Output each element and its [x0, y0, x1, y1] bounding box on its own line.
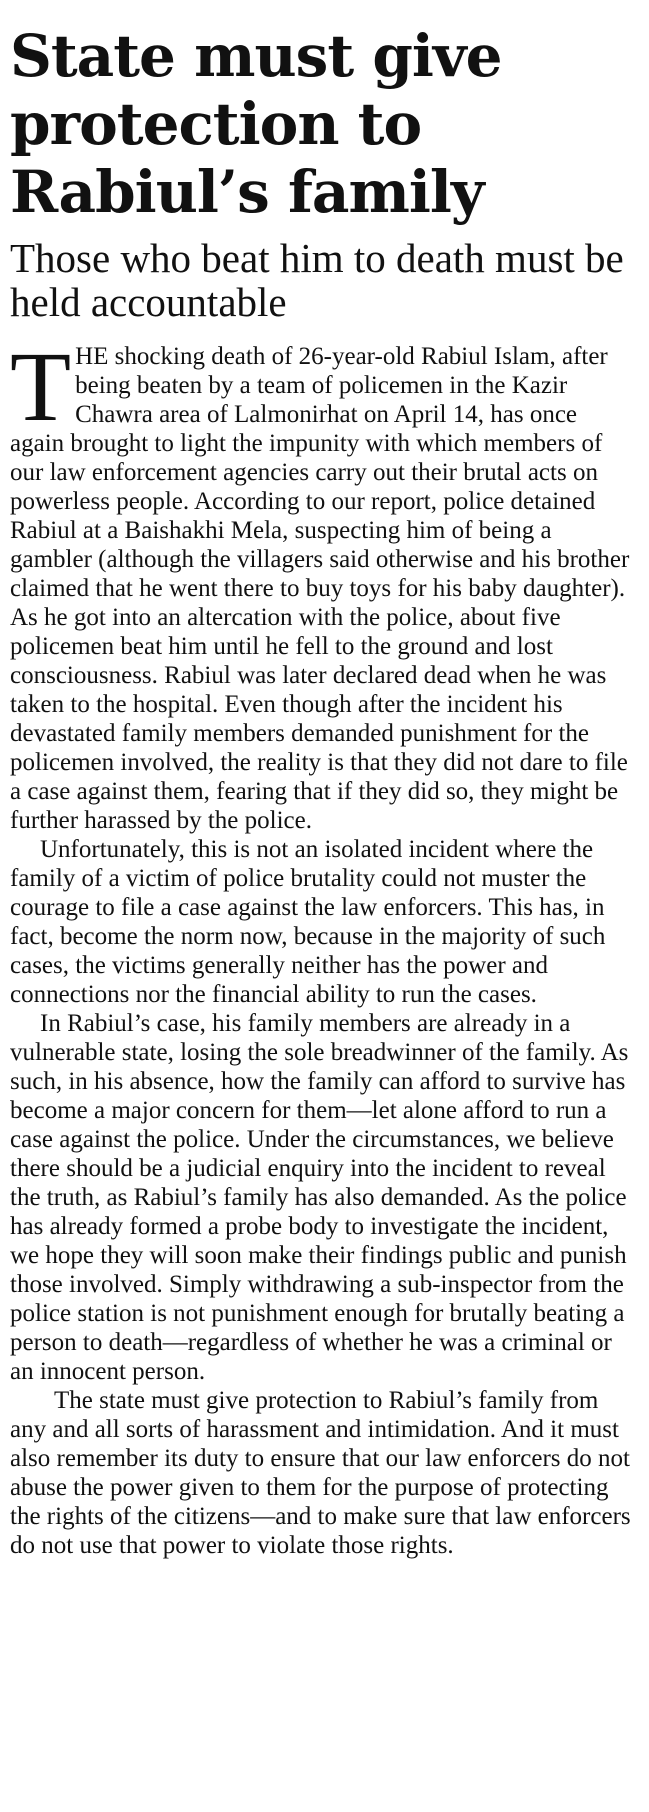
paragraph-3: In Rabiul’s case, his family members are already in a vulnerable state, losing the sole breadwinner of the family. As such, in his absence, how the family can afford to survive has become a major concern for them—let alone afford to run a case against the police. Under the circumstances, we believe there should be a judicial enquiry into the incident to reveal the truth, as Rabiul’s family has also demanded. As the police has already formed a probe body to investigate the incident, we hope they will soon make their findings public and punish those involved. Simply withdrawing a sub-inspector from the police station is not punishment enough for brutally beating a person to death—regardless of whether he was a criminal or an innocent person. — [10, 1010, 629, 1385]
paragraph-4: The state must give protection to Rabiul’s family from any and all sorts of harassment and intimidation. And it must also remember its duty to ensure that our law enforcers do not abuse the power given to them for the purpose of protecting the rights of the citizens—and to make sure that law enforcers do not use that power to violate those rights. — [10, 1387, 631, 1559]
paragraph-1 — [10, 331, 636, 835]
editorial-article — [10, 22, 636, 1560]
headline: State must give protection to Rabiul’s family — [10, 22, 502, 226]
paragraph-1-text: HE shocking death of 26-year-old Rabiul Islam, after being beaten by a team of policemen in the Kazir Chawra area of Lalmonirhat on April 14, has once again brought to light the impunity with which members of our law enforcement agencies carry out their brutal acts on powerless people. According to our report, police detained Rabiul at a Baishakhi Mela, suspecting him of being a gambler (although the villagers said otherwise and his brother claimed that he went there to buy toys for his baby daughter). As he got into an altercation with the police, about five policemen beat him until he fell to the ground and lost consciousness. Rabiul was later declared dead when he was taken to the hospital. Even though after the incident his devastated family members demanded punishment for the policemen involved, the reality is that they did not dare to file a case against them, fearing that if they did so, they might be further harassed by the police. — [10, 343, 630, 834]
article-body — [10, 331, 636, 1560]
drop-cap: T — [10, 331, 72, 442]
subheadline: Those who beat him to death must be held accountable — [10, 235, 624, 325]
paragraph-2: Unfortunately, this is not an isolated incident where the family of a victim of police brutality could not muster the courage to file a case against the law enforcers. This has, in fact, become the norm now, because in the majority of such cases, the victims generally neither has the power and connections nor the financial ability to run the cases. — [10, 836, 606, 1008]
